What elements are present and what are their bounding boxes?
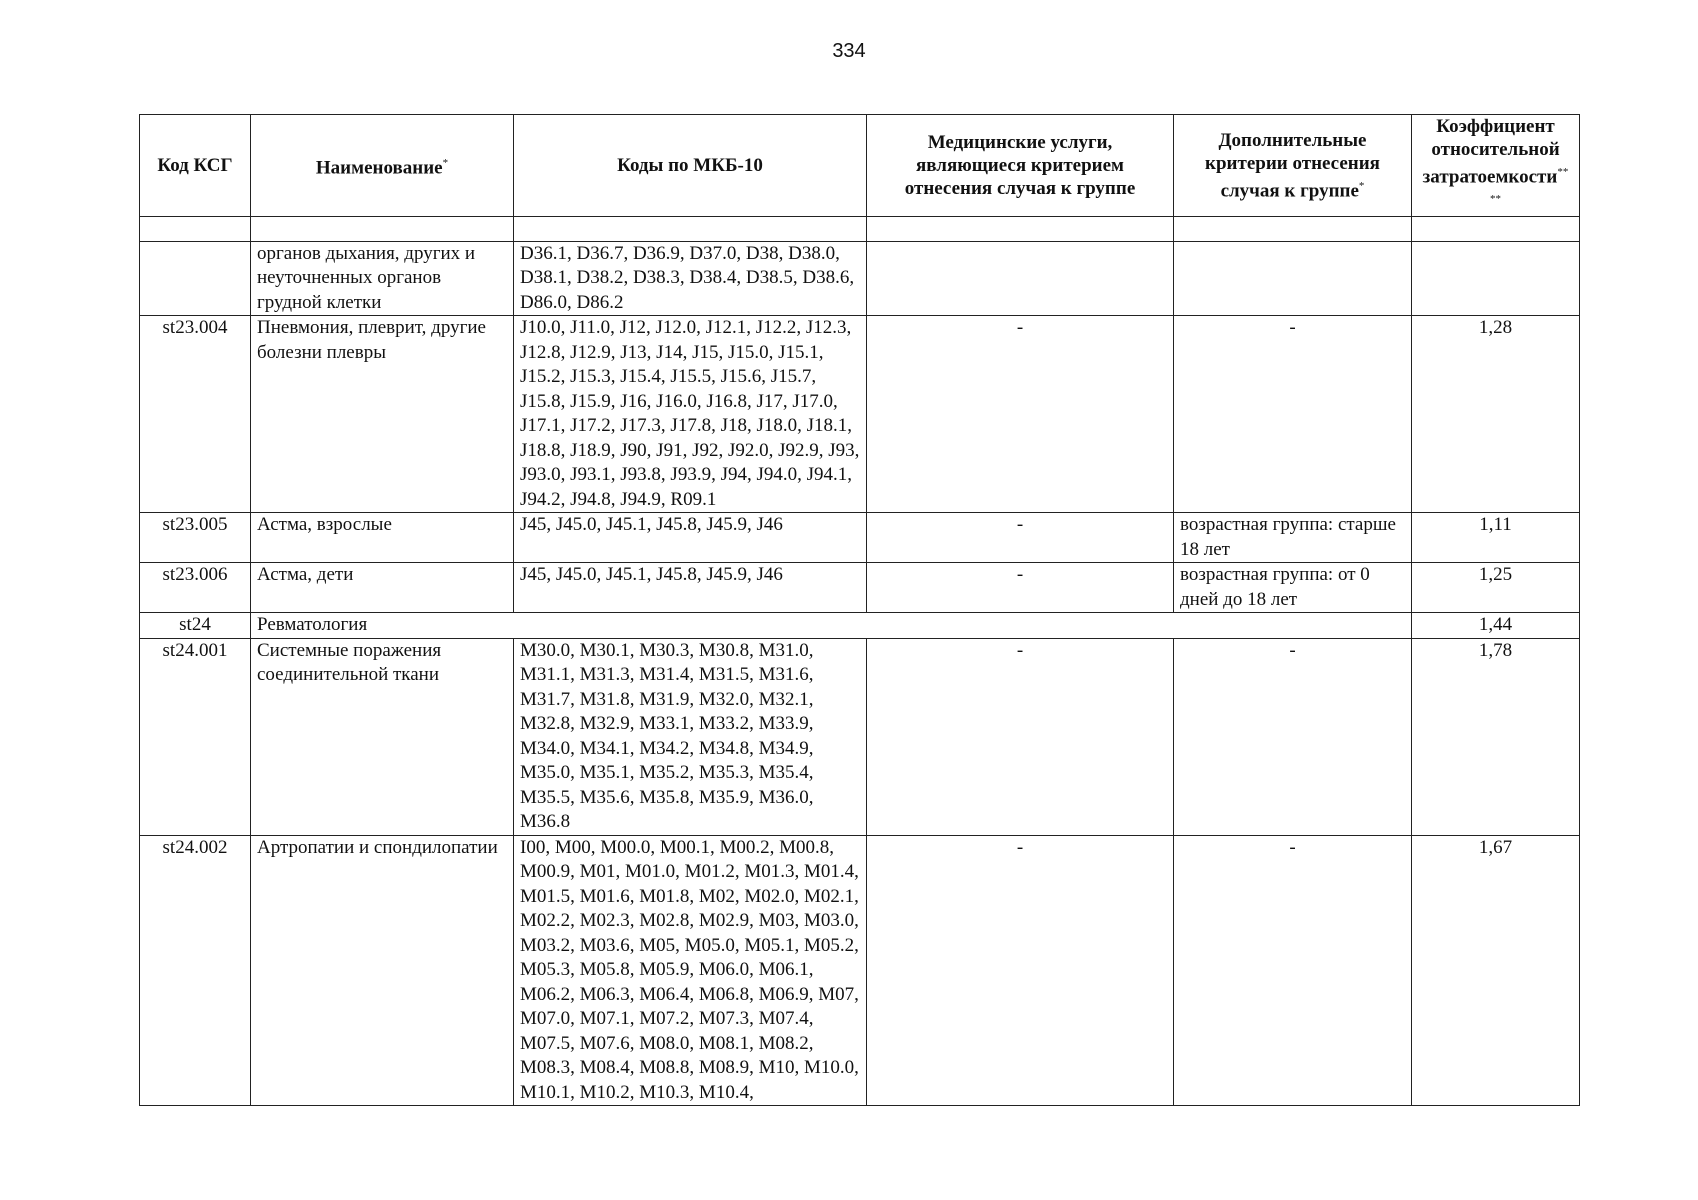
cell-name: Астма, дети bbox=[251, 563, 514, 613]
cell-criteria: - bbox=[1174, 835, 1412, 1106]
spacer-row bbox=[140, 216, 1580, 241]
table-header-row bbox=[140, 115, 1580, 217]
cell-name: Астма, взрослые bbox=[251, 513, 514, 563]
table-row bbox=[140, 835, 1580, 1106]
section-coef: 1,44 bbox=[1412, 613, 1580, 639]
cell-coef: 1,11 bbox=[1412, 513, 1580, 563]
header-criteria: Дополнительные критерии отнесения случая к группе* bbox=[1174, 115, 1412, 217]
table-row bbox=[140, 638, 1580, 835]
cell-icd: J10.0, J11.0, J12, J12.0, J12.1, J12.2, J12.3, J12.8, J12.9, J13, J14, J15, J15.0, J15.1, J15.2, J15.3, J15.4, J15.5, J15.6, J15.7, J15.8, J15.9, J16, J16.0, J16.8, J17, J17.0, J17.1, J17.2, J17.3, J17.8, J18, J18.0, J18.1, J18.8, J18.9, J90, J91, J92, J92.0, J92.9, J93, J93.0, J93.1, J93.8, J93.9, J94, J94.0, J94.1, J94.2, J94.8, J94.9, R09.1 bbox=[514, 316, 867, 513]
cell-code: st23.004 bbox=[140, 316, 251, 513]
cell-coef: 1,67 bbox=[1412, 835, 1580, 1106]
cell-services: - bbox=[867, 563, 1174, 613]
header-services: Медицинские услуги, являющиеся критерием отнесения случая к группе bbox=[867, 115, 1174, 217]
cell-code: st24.001 bbox=[140, 638, 251, 835]
cell-icd: J45, J45.0, J45.1, J45.8, J45.9, J46 bbox=[514, 513, 867, 563]
cell-code bbox=[140, 241, 251, 316]
cell-name: Системные поражения соединительной ткани bbox=[251, 638, 514, 835]
cell-criteria: возрастная группа: от 0 дней до 18 лет bbox=[1174, 563, 1412, 613]
header-code: Код КСГ bbox=[140, 115, 251, 217]
cell-name: Пневмония, плеврит, другие болезни плевры bbox=[251, 316, 514, 513]
cell-criteria: - bbox=[1174, 316, 1412, 513]
cell-services: - bbox=[867, 513, 1174, 563]
cell-name: Артропатии и спондилопатии bbox=[251, 835, 514, 1106]
cell-coef bbox=[1412, 241, 1580, 316]
cell-services: - bbox=[867, 638, 1174, 835]
cell-code: st23.005 bbox=[140, 513, 251, 563]
cell-name: органов дыхания, других и неуточненных органов грудной клетки bbox=[251, 241, 514, 316]
section-name: Ревматология bbox=[251, 613, 1412, 639]
section-row bbox=[140, 613, 1580, 639]
header-icd: Коды по МКБ-10 bbox=[514, 115, 867, 217]
table-row bbox=[140, 513, 1580, 563]
cell-icd: J45, J45.0, J45.1, J45.8, J45.9, J46 bbox=[514, 563, 867, 613]
cell-icd: I00, M00, M00.0, M00.1, M00.2, M00.8, M00.9, M01, M01.0, M01.2, M01.3, M01.4, M01.5, M01.6, M01.8, M02, M02.0, M02.1, M02.2, M02.3, M02.8, M02.9, M03, M03.0, M03.2, M03.6, M05, M05.0, M05.1, M05.2, M05.3, M05.8, M05.9, M06.0, M06.1, M06.2, M06.3, M06.4, M06.8, M06.9, M07, M07.0, M07.1, M07.2, M07.3, M07.4, M07.5, M07.6, M08.0, M08.1, M08.2, M08.3, M08.4, M08.8, M08.9, M10, M10.0, M10.1, M10.2, M10.3, M10.4, bbox=[514, 835, 867, 1106]
cell-icd: D36.1, D36.7, D36.9, D37.0, D38, D38.0, D38.1, D38.2, D38.3, D38.4, D38.5, D38.6, D86.0, D86.2 bbox=[514, 241, 867, 316]
cell-coef: 1,25 bbox=[1412, 563, 1580, 613]
cell-services: - bbox=[867, 835, 1174, 1106]
page-number: 334 bbox=[832, 40, 866, 62]
header-coef: Коэффициент относительной затратоемкости** ** bbox=[1412, 115, 1580, 217]
table-row bbox=[140, 241, 1580, 316]
cell-services bbox=[867, 241, 1174, 316]
cell-criteria bbox=[1174, 241, 1412, 316]
cell-icd: M30.0, M30.1, M30.3, M30.8, M31.0, M31.1, M31.3, M31.4, M31.5, M31.6, M31.7, M31.8, M31.9, M32.0, M32.1, M32.8, M32.9, M33.1, M33.2, M33.9, M34.0, M34.1, M34.2, M34.8, M34.9, M35.0, M35.1, M35.2, M35.3, M35.4, M35.5, M35.6, M35.8, M35.9, M36.0, M36.8 bbox=[514, 638, 867, 835]
cell-criteria: возрастная группа: старше 18 лет bbox=[1174, 513, 1412, 563]
cell-code: st23.006 bbox=[140, 563, 251, 613]
table-row bbox=[140, 316, 1580, 513]
cell-code: st24.002 bbox=[140, 835, 251, 1106]
cell-coef: 1,28 bbox=[1412, 316, 1580, 513]
header-name: Наименование* bbox=[251, 115, 514, 217]
table-row bbox=[140, 563, 1580, 613]
section-code: st24 bbox=[140, 613, 251, 639]
cell-coef: 1,78 bbox=[1412, 638, 1580, 835]
cell-criteria: - bbox=[1174, 638, 1412, 835]
cell-services: - bbox=[867, 316, 1174, 513]
ksg-table bbox=[139, 114, 1580, 1106]
